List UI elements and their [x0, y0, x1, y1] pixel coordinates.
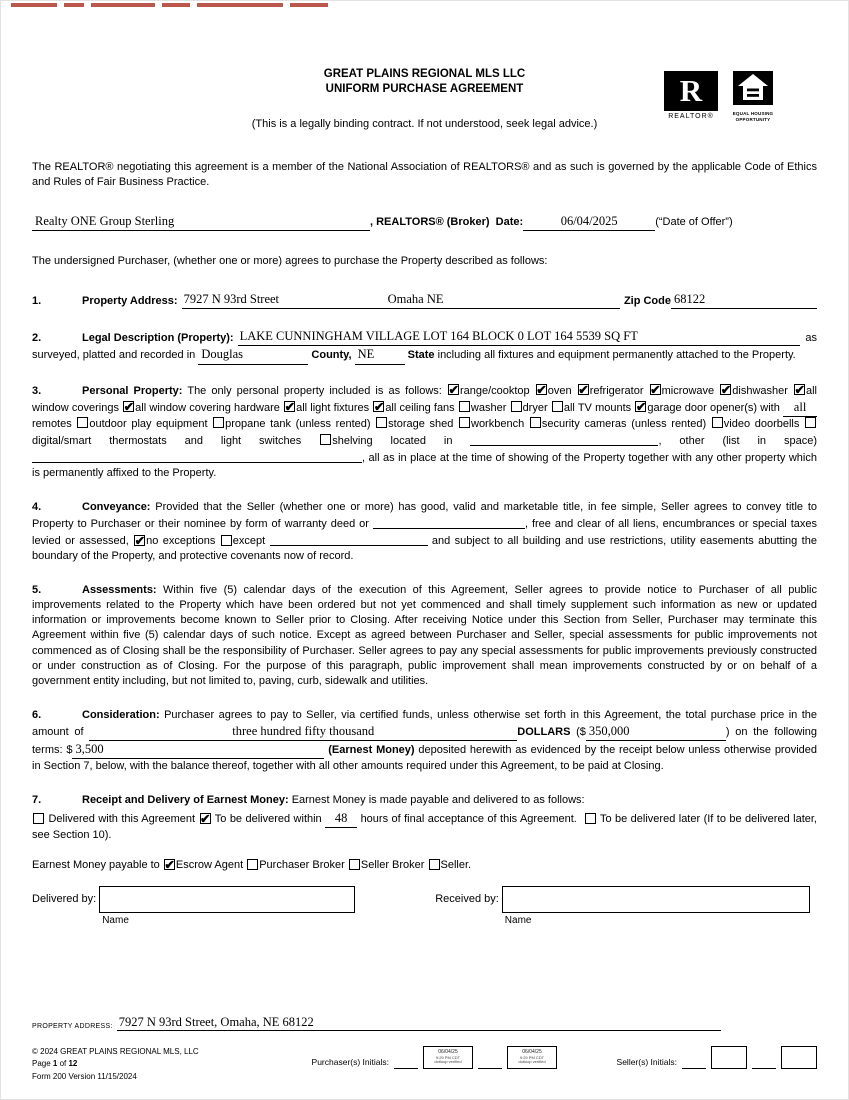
- section-4-text-2: , free and clear of all liens, encumbrances or special taxes levied or assessed,: [32, 518, 817, 548]
- section-4-text-1: Provided that the Seller (whether one or more) has good, valid and marketable title, in fee simple, Seller agrees to convey title to Property to Purchaser or their nominee by form of warranty deed or: [32, 501, 817, 531]
- page-title: UNIFORM PURCHASE AGREEMENT: [325, 82, 524, 95]
- page-bottom-block: [32, 1015, 817, 1083]
- page-total: 12: [68, 1059, 78, 1069]
- all-label: , all: [362, 451, 380, 464]
- property-address-footer-field[interactable]: 7927 N 93rd Street, Omaha, NE 68122: [117, 1015, 721, 1031]
- checkbox-label: all window coverings: [32, 384, 818, 414]
- open-paren: ($: [576, 725, 586, 738]
- checkbox-label: video doorbells: [723, 417, 800, 430]
- section-5-number: 5.: [32, 584, 42, 597]
- document-header: [32, 1, 817, 130]
- earnest-money-payable-line: [32, 858, 817, 873]
- section-7-number: 7.: [32, 794, 42, 807]
- realtor-caption: REALTOR®: [668, 113, 714, 120]
- remotes-suffix: remotes: [32, 417, 72, 430]
- section-2-heading: Legal Description (Property):: [82, 332, 234, 345]
- section-3-tail: as in place at the time of showing of the Property together with any other property which is permanently affixed to the Property.: [32, 451, 817, 479]
- checkbox-label: Seller Broker: [360, 859, 425, 872]
- broker-line: [32, 213, 817, 231]
- checkbox-label: security cameras (unless rented): [541, 417, 707, 430]
- checkbox-label: washer: [470, 401, 507, 414]
- checkbox-label: oven: [547, 384, 572, 397]
- checkbox-label: propane tank (unless rented): [225, 417, 371, 430]
- checkbox-label: Seller.: [440, 859, 472, 872]
- checkbox-label: all ceiling fans: [385, 401, 455, 414]
- seller-initials-line-2[interactable]: [752, 1051, 776, 1069]
- offer-date-value: 06/04/2025: [560, 214, 618, 228]
- realtor-letter: R: [679, 73, 703, 108]
- equal-housing-house-icon: [733, 71, 773, 105]
- checkbox-escrow-agent[interactable]: [164, 859, 175, 870]
- checkbox-label: no exceptions: [146, 535, 216, 548]
- checkbox-oven[interactable]: [536, 384, 547, 395]
- section-3-personal-property: [32, 384, 817, 481]
- property-address-footer-line: [32, 1015, 817, 1031]
- section-2-legal-description: [32, 328, 817, 364]
- checkbox-dryer[interactable]: [511, 401, 522, 412]
- seller-initials-box-1[interactable]: [711, 1046, 747, 1069]
- purchaser-initials-line-1[interactable]: [394, 1051, 418, 1069]
- section-4-number: 4.: [32, 501, 42, 513]
- delivered-by-group: [96, 886, 355, 926]
- purchaser-initials-block: [312, 1046, 557, 1069]
- county-label: County,: [311, 349, 352, 362]
- checkbox-label: Escrow Agent: [175, 859, 244, 872]
- section-4-conveyance: [32, 500, 817, 564]
- realtors-broker-label: , REALTORS® (Broker): [370, 216, 490, 228]
- state-label: State: [407, 349, 435, 362]
- purchaser-intro-line: The undersigned Purchaser, (whether one or more) agrees to purchase the Property described as follows:: [32, 255, 548, 268]
- equal-housing-caption: EQUAL HOUSING OPPORTUNITY: [732, 111, 774, 122]
- realtor-membership-paragraph: The REALTOR® negotiating this agreement is a member of the National Association of REALTORS® and as such is governed by the applicable Code of Ethics and Rules of Fair Business Practice.: [32, 160, 817, 188]
- seller-initials-box-2[interactable]: [781, 1046, 817, 1069]
- county-value: Douglas: [201, 347, 244, 362]
- checkbox-label: shelving located in: [332, 434, 453, 447]
- page-word: Page: [32, 1059, 53, 1069]
- checkbox-label: all light fixtures: [296, 401, 370, 414]
- purchaser-initials-stamp-1[interactable]: [423, 1046, 473, 1069]
- offer-date-field[interactable]: [523, 213, 655, 231]
- hours-field[interactable]: [325, 810, 357, 828]
- checkbox-to-be-delivered-later[interactable]: [585, 813, 596, 824]
- section-2-first-line: [32, 328, 817, 346]
- section-2-continuation: [32, 346, 817, 364]
- org-title: GREAT PLAINS REGIONAL MLS LLC: [323, 68, 526, 80]
- section-6-consideration: [32, 708, 817, 774]
- checkbox-all-ceiling-fans[interactable]: [373, 401, 384, 412]
- checkbox-video-doorbells[interactable]: [712, 417, 723, 428]
- received-by-label: Received by:: [435, 893, 499, 906]
- seller-initials-line-1[interactable]: [682, 1051, 706, 1069]
- checkbox-seller[interactable]: [429, 859, 440, 870]
- checkbox-label: refrigerator: [589, 384, 644, 397]
- property-city-state-value: Omaha NE: [387, 292, 444, 307]
- section-1-number: 1.: [32, 295, 42, 308]
- checkbox-propane-tank[interactable]: [213, 417, 224, 428]
- section-7-lead: Earnest Money is made payable and delivered to as follows:: [291, 794, 585, 807]
- section-7-heading: Receipt and Delivery of Earnest Money:: [82, 794, 289, 807]
- date-label: Date:: [495, 216, 524, 228]
- stamp-time: 9:29 PM CDT: [519, 1054, 545, 1060]
- section-2-number: 2.: [32, 332, 42, 345]
- checkbox-all-window-covering-hardware[interactable]: [123, 401, 134, 412]
- delivered-by-label: Delivered by:: [32, 893, 97, 906]
- realtor-logo: [664, 71, 718, 120]
- checkbox-label: all window covering hardware: [135, 401, 280, 414]
- checkbox-label: except: [232, 535, 266, 548]
- checkbox-refrigerator[interactable]: [578, 384, 589, 395]
- property-address-field[interactable]: [182, 291, 620, 309]
- checkbox-delivered-with-agreement[interactable]: [33, 813, 44, 824]
- checkbox-storage-shed[interactable]: [376, 417, 387, 428]
- stamp-date: 06/04/25: [438, 1049, 458, 1056]
- section-3-lead: The only personal property included is as follows:: [187, 384, 442, 397]
- payable-lead-text: Earnest Money payable to: [32, 859, 160, 872]
- checkbox-security-cameras[interactable]: [530, 417, 541, 428]
- of-word: of: [57, 1059, 69, 1069]
- section-4-heading: Conveyance:: [82, 501, 151, 513]
- checkbox-label: microwave: [661, 384, 715, 397]
- checkbox-label: To be delivered later (If to be delivered later, see Section 10).: [32, 813, 817, 842]
- checkbox-label: outdoor play equipment: [89, 417, 208, 430]
- seller-initials-label: Seller(s) Initials:: [616, 1056, 677, 1067]
- checkbox-shelving[interactable]: [320, 434, 331, 445]
- purchase-price-numeric-field[interactable]: [586, 723, 726, 741]
- section-5-heading: Assessments:: [82, 584, 157, 597]
- garage-remotes-field[interactable]: [783, 399, 817, 417]
- received-by-input[interactable]: [502, 886, 810, 913]
- section-2-text: surveyed, platted and recorded in: [32, 349, 196, 362]
- section-6-text-3: deposited herewith as evidenced by the receipt below unless otherwise provided in Section 7, below, with the balance thereof, together with all other amounts required under this Agreement, to be paid at Closing.: [32, 743, 818, 772]
- zip-code-field[interactable]: [671, 291, 817, 309]
- checkbox-outdoor-play-equipment[interactable]: [77, 417, 88, 428]
- section-6-number: 6.: [32, 708, 42, 721]
- checkbox-smart-thermostats[interactable]: [805, 417, 816, 428]
- county-field[interactable]: [198, 346, 308, 364]
- checkbox-all-window-coverings[interactable]: [794, 384, 805, 395]
- copyright-line: © 2024 GREAT PLAINS REGIONAL MLS, LLC: [32, 1046, 199, 1056]
- checkbox-dishwasher[interactable]: [720, 384, 731, 395]
- purchaser-initials-stamp-2[interactable]: [507, 1046, 557, 1069]
- property-address-value: 7927 N 93rd Street: [183, 292, 280, 307]
- legal-description-field[interactable]: [238, 328, 801, 346]
- section-6-text-2: ) on the following terms: $: [32, 725, 817, 756]
- section-5-assessments: [32, 583, 817, 688]
- checkbox-label: dishwasher: [732, 384, 788, 397]
- as-word: as: [805, 332, 817, 345]
- state-field[interactable]: [355, 346, 405, 364]
- dollars-label: DOLLARS: [517, 725, 571, 738]
- checkbox-except[interactable]: [221, 535, 232, 546]
- footer-left: [32, 1046, 262, 1083]
- checkbox-all-light-fixtures[interactable]: [284, 401, 295, 412]
- purchase-price-words-value: three hundred fifty thousand: [232, 723, 375, 738]
- date-of-offer-label: (“Date of Offer”): [655, 216, 733, 228]
- binding-contract-note: (This is a legally binding contract. If not understood, seek legal advice.): [251, 117, 598, 130]
- page-number-line: [32, 1058, 262, 1070]
- other-list-field[interactable]: [32, 449, 362, 463]
- purchase-price-words-field[interactable]: [89, 723, 517, 741]
- hours-suffix-text: hours of final acceptance of this Agreement.: [360, 813, 577, 826]
- logos: [664, 71, 775, 122]
- delivered-by-name-caption: Name: [102, 915, 129, 927]
- checkbox-label: range/cooktop: [459, 384, 530, 397]
- section-7-earnest-money: [32, 793, 817, 843]
- checkbox-seller-broker[interactable]: [349, 859, 360, 870]
- equal-housing-logo: [731, 71, 775, 122]
- except-field[interactable]: [270, 532, 428, 546]
- garage-remotes-value: all: [793, 399, 807, 414]
- section-6-text-1: Purchaser agrees to pay to Seller, via certified funds, unless otherwise set forth in this Agreement, the total purchase price in the amount of: [32, 708, 817, 738]
- shelving-location-field[interactable]: [470, 432, 658, 446]
- stamp-date: 06/04/25: [522, 1049, 542, 1056]
- delivery-receipt-row: [32, 886, 817, 926]
- checkbox-label: garage door opener(s) with: [647, 401, 780, 414]
- warranty-deed-field[interactable]: [373, 515, 525, 529]
- checkbox-microwave[interactable]: [650, 384, 661, 395]
- purchaser-initials-line-2[interactable]: [478, 1051, 502, 1069]
- earnest-money-label: (Earnest Money): [328, 743, 415, 756]
- hours-value: 48: [334, 811, 348, 826]
- section-2-tail: including all fixtures and equipment permanently attached to the Property.: [437, 349, 796, 362]
- form-version-line: Form 200 Version 11/15/2024: [32, 1071, 137, 1081]
- delivered-by-input[interactable]: [99, 886, 355, 913]
- checkbox-to-be-delivered-within[interactable]: [200, 813, 211, 824]
- checkbox-label: To be delivered within: [214, 813, 322, 826]
- earnest-money-field[interactable]: [72, 741, 324, 759]
- received-by-name-caption: Name: [504, 915, 532, 927]
- section-5-body: Within five (5) calendar days of the execution of this Agreement, Seller agrees to provide notice to Purchaser of all public improvements related to the Property which have been ordered but not yet commenced and shall timely supplement such information as new or updated information or improvements become known to Seller prior to Closing. After receiving Notice under this Section from Seller, Purchaser may terminate this Agreement within five (5) calendar days of such notice. Except as agreed between Purchaser and Seller, special assessments for public improvements not commenced as of Closing shall be the responsibility of Purchaser. Seller agrees to pay any special assessments for public improvements previously constructed or under construction as of Closing. For the purpose of this paragraph, public improvement shall mean improvements constructed by or on behalf of a government entity including, but not limited to, paving, curb, sidewalk and utilities.: [32, 584, 817, 687]
- section-1-property-address: [32, 291, 817, 309]
- section-1-heading: Property Address:: [82, 295, 178, 308]
- section-4-text-3: and subject to all building and use restrictions, utility easements abutting the boundary of the Property, and protective covenants now of record.: [32, 535, 817, 563]
- checkbox-label: digital/smart thermostats and light switches: [32, 434, 302, 447]
- section-6-heading: Consideration:: [82, 708, 160, 721]
- checkbox-label: workbench: [471, 417, 525, 430]
- section-3-number: 3.: [32, 384, 42, 397]
- checkbox-garage-door-openers[interactable]: [635, 401, 646, 412]
- checkbox-purchaser-broker[interactable]: [247, 859, 258, 870]
- received-by-group: [499, 886, 810, 926]
- section-7-options-line: [32, 810, 817, 843]
- section-3-heading: Personal Property:: [82, 384, 183, 397]
- legal-description-value: LAKE CUNNINGHAM VILLAGE LOT 164 BLOCK 0 LOT 164 5539 SQ FT: [239, 329, 638, 344]
- state-value: NE: [357, 347, 375, 362]
- checkbox-label: Purchaser Broker: [259, 859, 345, 872]
- realtor-r-icon: [664, 71, 718, 111]
- checkbox-label: all TV mounts: [563, 401, 632, 414]
- broker-name-value: Realty ONE Group Sterling: [35, 214, 175, 228]
- zip-code-value: 68122: [674, 292, 706, 307]
- purchase-price-numeric-value: 350,000: [588, 723, 630, 738]
- earnest-money-value: 3,500: [75, 741, 104, 756]
- checkbox-workbench[interactable]: [459, 417, 470, 428]
- checkbox-no-exceptions[interactable]: [134, 535, 145, 546]
- stamp-verified: dotloop verified: [434, 1059, 462, 1065]
- seller-initials-block: [617, 1046, 817, 1069]
- checkbox-label: Delivered with this Agreement: [48, 813, 196, 826]
- stamp-verified: dotloop verified: [518, 1059, 546, 1065]
- stamp-time: 9:29 PM CDT: [435, 1054, 461, 1060]
- zip-code-label: Zip Code: [623, 295, 671, 308]
- checkbox-label: storage shed: [388, 417, 454, 430]
- page-number: 1: [52, 1059, 58, 1069]
- section-7-first-line: [32, 793, 817, 808]
- other-list-label: , other (list in space): [658, 434, 818, 447]
- property-address-footer-label: PROPERTY ADDRESS:: [32, 1022, 113, 1030]
- broker-name-field[interactable]: [32, 213, 370, 231]
- checkbox-all-tv-mounts[interactable]: [552, 401, 563, 412]
- checkbox-washer[interactable]: [459, 401, 470, 412]
- checkbox-label: dryer: [522, 401, 548, 414]
- checkbox-range-cooktop[interactable]: [448, 384, 459, 395]
- page-footer: [32, 1046, 817, 1083]
- purchaser-initials-label: Purchaser(s) Initials:: [311, 1056, 389, 1067]
